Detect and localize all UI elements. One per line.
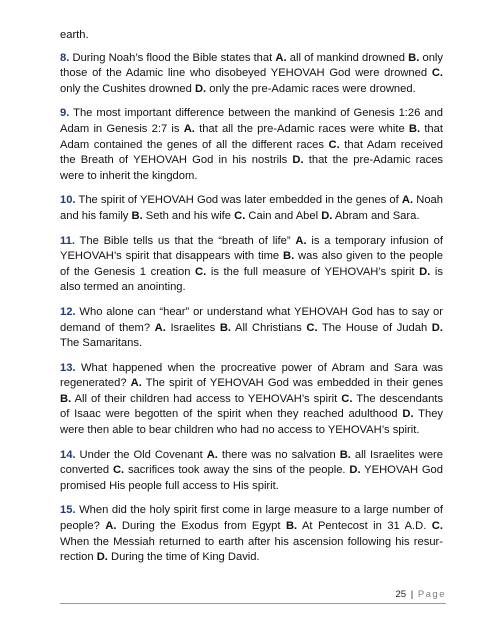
question-text: What happened when the procreative power of Abram and Sara was regenerated? [60, 361, 443, 390]
question-number: 15. [60, 504, 76, 517]
question-text: When the Messiah returned to earth after his ascension following his resurrection [60, 535, 443, 564]
question-text: They were then able to bear children who had no access to YEHOVAH’s spirit. [60, 408, 444, 437]
document-page [60, 28, 443, 575]
question-text: The most important difference between the mankind of Genesis 1:26 and Adam in Genesis 2:7 is [60, 107, 443, 135]
question-item [60, 106, 443, 184]
question-text: there was no salvation [217, 448, 340, 461]
question-item [60, 361, 443, 439]
question-text: The spirit of YEHOVAH God was embedded in their genes [141, 377, 443, 390]
question-text: The House of Judah [317, 321, 432, 334]
question-text: The Samaritans. [60, 337, 143, 350]
question-text: Seth and his wife [142, 209, 235, 222]
option-letter: A. [295, 234, 307, 247]
option-letter: C. [431, 520, 443, 533]
question-number: 10. [60, 194, 76, 207]
question-text: all of mankind drowned [286, 51, 409, 64]
question-item [60, 234, 443, 296]
option-letter: A. [105, 520, 117, 533]
question-text: that all the pre-Adamic races were white [194, 122, 409, 135]
option-letter: B. [408, 122, 421, 135]
question-item [60, 503, 443, 565]
question-text: During Noah’s flood the Bible states that [69, 51, 276, 64]
option-letter: B. [60, 392, 72, 405]
question-text: YEHOVAH God promised His people full access to His spirit. [60, 464, 443, 492]
question-list [60, 51, 443, 566]
option-letter: B. [282, 250, 295, 263]
question-number: 13. [60, 361, 76, 374]
option-letter: B. [131, 209, 143, 222]
question-text: was also given to the people of the Genesis 1 creation [60, 250, 443, 278]
question-text: that Adam received the Breath of YEHOVAH God in his nostrils [60, 138, 443, 167]
question-number: 9. [60, 107, 70, 120]
page-label: Page [417, 589, 446, 600]
option-letter: C. [328, 138, 340, 151]
question-item [60, 448, 443, 495]
option-letter: D. [321, 209, 333, 222]
question-item [60, 193, 443, 224]
option-letter: C. [341, 392, 353, 405]
option-letter: D. [419, 265, 431, 278]
question-text: When did the holy spirit first come in large measure to a large number of people? [60, 504, 443, 533]
question-text: Who alone can “hear” or understand what YEHOVAH God has to say or demand of them? [60, 305, 443, 334]
option-letter: C. [431, 67, 443, 80]
question-text: only those of the Adamic line who disobeyed YEHOVAH God were drowned [60, 51, 443, 80]
question-text: is a temporary infusion of YEHOVAH’s spirit that disappears with time [60, 234, 444, 263]
option-letter: B. [339, 448, 351, 461]
question-text: sacrifices took away the sins of the people. [124, 464, 350, 477]
question-number: 12. [60, 305, 76, 318]
option-letter: B. [285, 520, 298, 533]
option-letter: B. [219, 321, 231, 334]
question-text: is the full measure of YEHOVAH’s spirit [206, 265, 420, 278]
question-item [60, 305, 443, 352]
option-letter: B. [408, 51, 420, 64]
question-text: that the pre-Adamic races were to inherit the kingdom. [60, 154, 444, 182]
question-number: 11. [60, 234, 75, 247]
footer-separator: | [410, 589, 414, 600]
option-letter: A. [130, 377, 142, 390]
question-text: Under the Old Covenant [75, 448, 207, 461]
question-text: only the pre-Adamic races were drowned. [206, 82, 416, 95]
page-footer [60, 585, 446, 604]
option-letter: A. [183, 122, 195, 135]
footer-text [395, 589, 446, 600]
option-letter: C. [112, 464, 125, 477]
option-letter: A. [206, 448, 218, 461]
question-number: 14. [60, 448, 76, 461]
question-text: The spirit of YEHOVAH God was later embedded in the genes of [75, 194, 402, 207]
option-letter: A. [401, 194, 414, 207]
question-text: During the time of King David. [107, 551, 260, 564]
question-text: Israelites [165, 321, 220, 334]
question-text: that Adam contained the genes of all the different races [60, 122, 443, 151]
question-text: The descendants of Isaac were begotten of the spirit when they reached adulthood [60, 392, 443, 421]
question-text: is also termed an anointing. [60, 265, 443, 294]
option-letter: D. [292, 154, 304, 167]
question-text: The Bible tells us that the “breath of life” [74, 234, 296, 247]
question-text: At Pentecost in 31 A.D. [297, 520, 432, 533]
question-text: Noah and his family [60, 194, 444, 222]
option-letter: D. [431, 321, 443, 334]
continuation-text: earth. [60, 29, 89, 41]
option-letter: A. [275, 51, 287, 64]
option-letter: C. [195, 265, 207, 278]
question-text: All Christians [231, 321, 307, 334]
option-letter: D. [402, 408, 414, 421]
question-text: All of their children had access to YEHOVAH’s spirit [71, 392, 342, 405]
question-text: Cain and Abel [245, 209, 322, 222]
option-letter: D. [194, 82, 207, 95]
question-number: 8. [60, 51, 70, 64]
question-text: During the Exodus from Egypt [116, 520, 286, 533]
option-letter: D. [349, 464, 361, 477]
page-number: 25 [395, 589, 407, 600]
option-letter: A. [154, 321, 166, 334]
option-letter: D. [96, 551, 108, 564]
question-text: all Israelites were converted [60, 448, 443, 477]
question-text: only the Cushites drowned [60, 82, 195, 95]
option-letter: C. [234, 209, 246, 222]
question-item [60, 51, 443, 98]
question-text: Abram and Sara. [332, 209, 420, 222]
option-letter: C. [306, 321, 318, 334]
